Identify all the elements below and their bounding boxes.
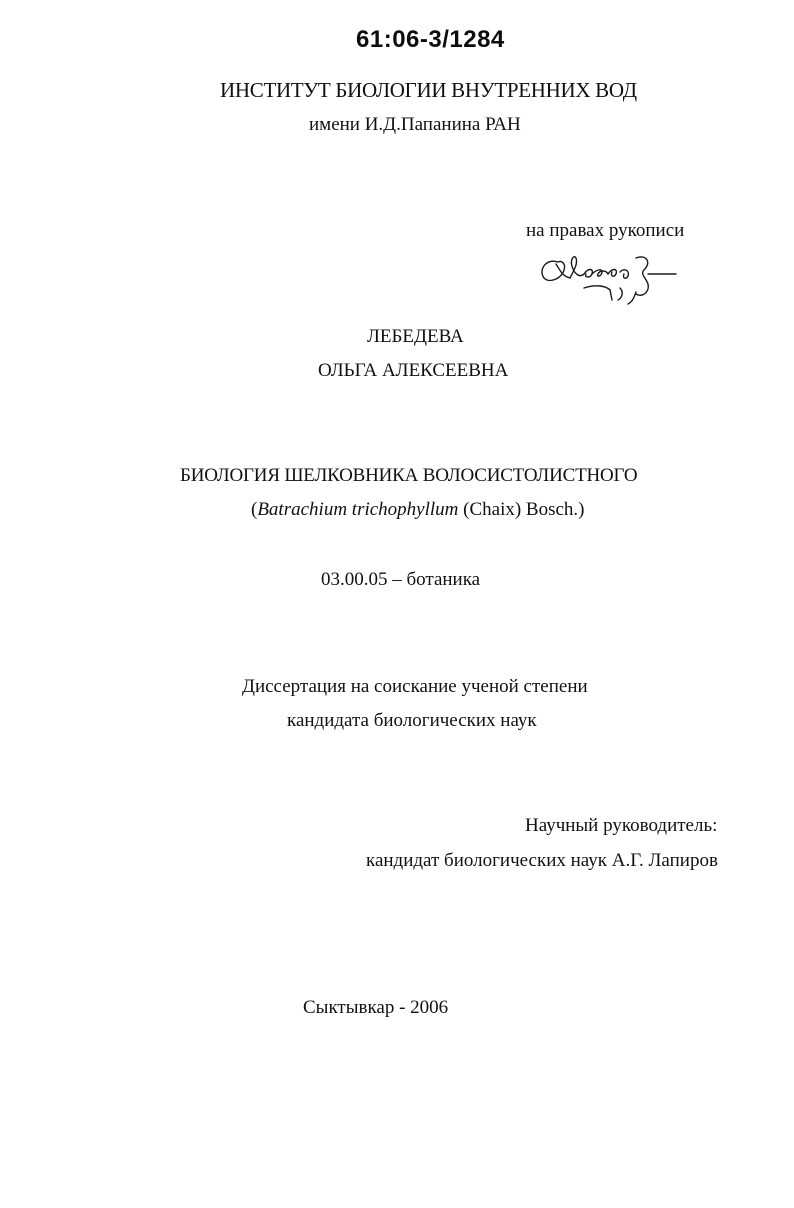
manuscript-rights-note: на правах рукописи [526, 220, 685, 241]
latin-species-name [251, 500, 585, 519]
dissertation-title: БИОЛОГИЯ ШЕЛКОВНИКА ВОЛОСИСТОЛИСТНОГО [180, 465, 638, 486]
supervisor-name: кандидат биологических наук А.Г. Лапиров [366, 850, 718, 871]
specialty-code: 03.00.05 – ботаника [321, 569, 481, 590]
supervisor-label: Научный руководитель: [525, 815, 718, 836]
latin-binomial: Batrachium trichophyllum [257, 499, 459, 520]
institute-name: ИНСТИТУТ БИОЛОГИИ ВНУТРЕННИХ ВОД [220, 78, 637, 102]
author-signature [536, 248, 684, 308]
author-surname: ЛЕБЕДЕВА [367, 326, 464, 347]
institute-named-after: имени И.Д.Папанина РАН [309, 114, 521, 135]
archive-stamp-code: 61:06-3/1284 [356, 26, 505, 53]
city-and-year: Сыктывкар - 2006 [303, 997, 449, 1018]
author-given-names: ОЛЬГА АЛЕКСЕЕВНА [318, 360, 509, 381]
latin-authority: (Chaix) Bosch.) [458, 499, 585, 520]
degree-line-1: Диссертация на соискание ученой степени [242, 676, 588, 697]
degree-line-2: кандидата биологических наук [287, 710, 537, 731]
latin-open-paren: ( [251, 499, 258, 520]
